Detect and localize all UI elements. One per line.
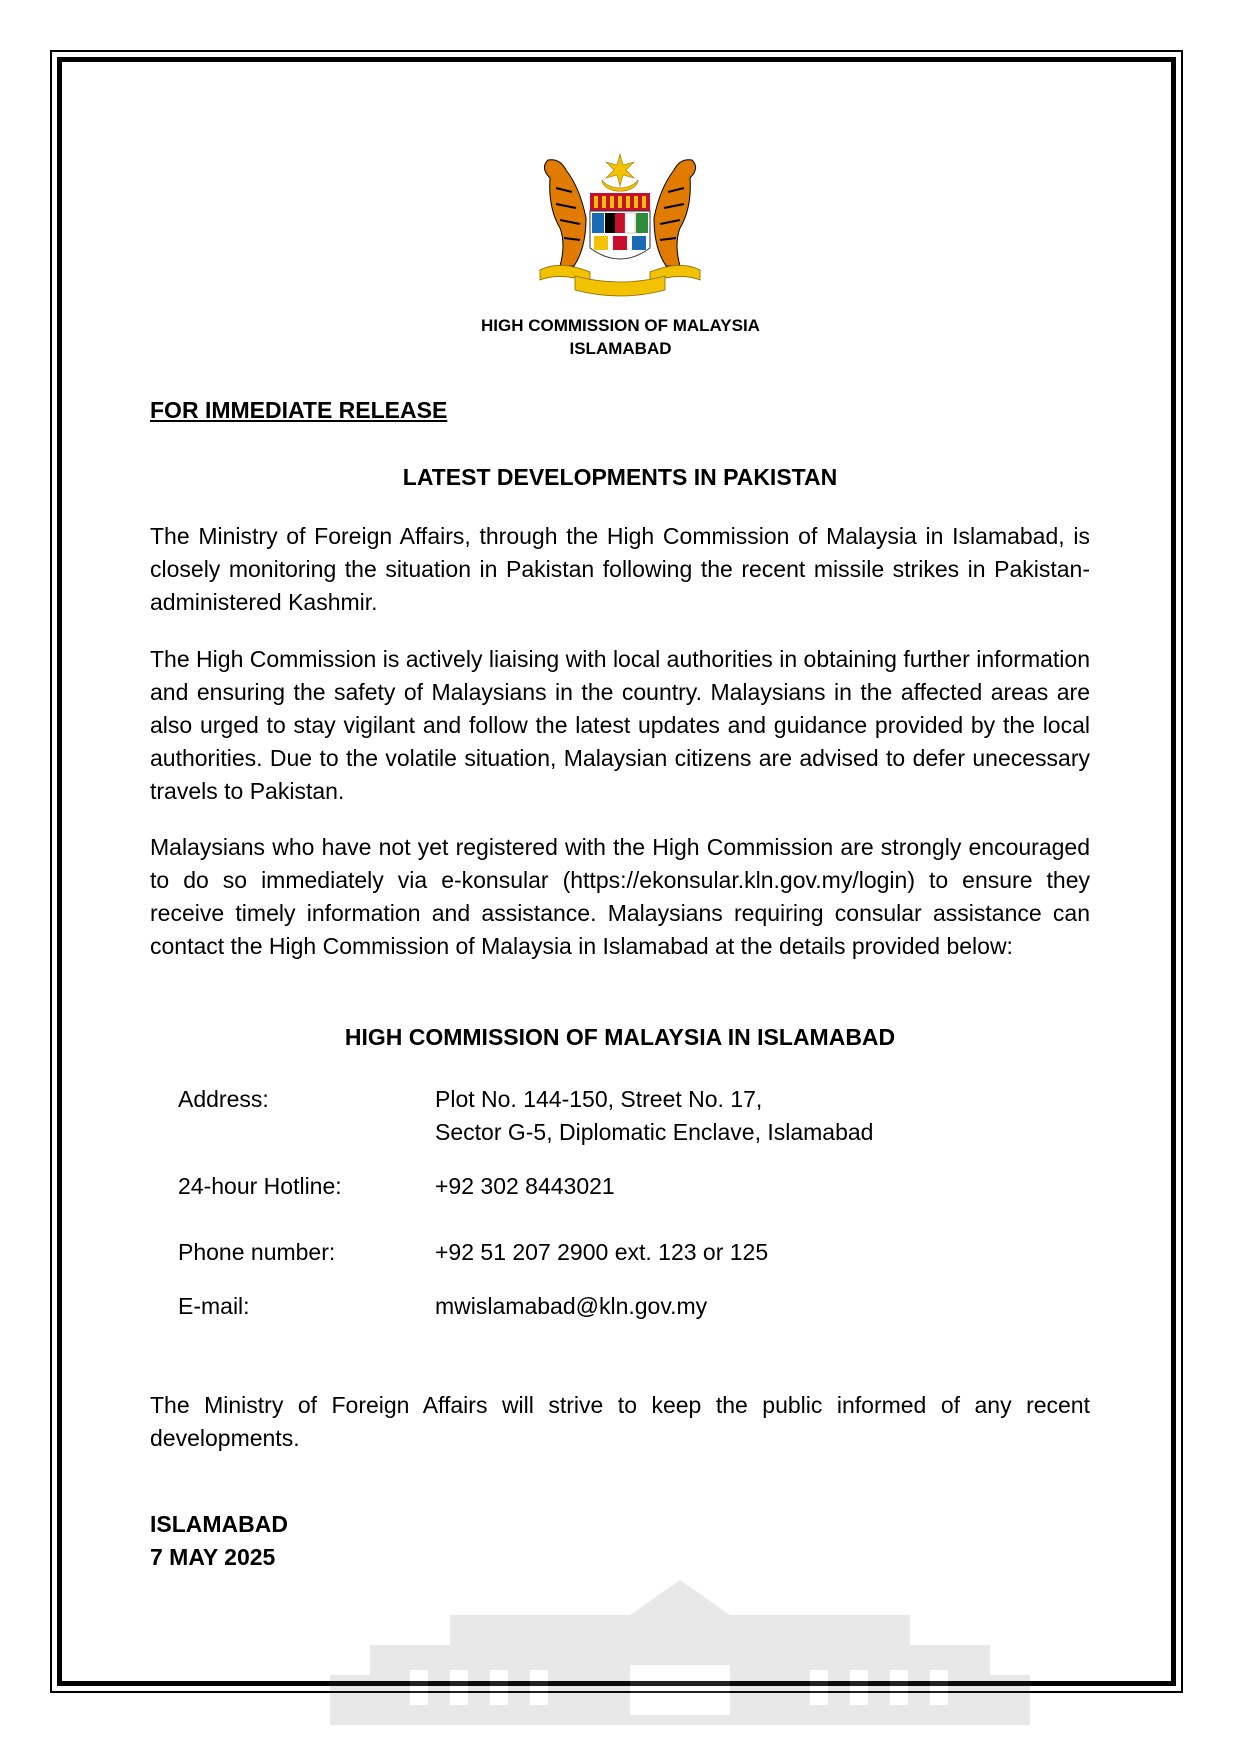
email-label: E-mail: — [178, 1293, 250, 1319]
email-value: mwislamabad@kln.gov.my — [435, 1293, 708, 1319]
malaysia-coat-of-arms-icon — [520, 148, 720, 303]
letterhead-org-city: ISLAMABAD — [569, 339, 672, 358]
hotline-label: 24-hour Hotline: — [178, 1173, 342, 1199]
address-label: Address: — [178, 1086, 269, 1112]
contact-heading: HIGH COMMISSION OF MALAYSIA IN ISLAMABAD — [344, 1024, 896, 1050]
paragraph-1: The Ministry of Foreign Affairs, through the High Commission of Malaysia in Islamabad, is closely monitoring the situation in Pakistan following the recent missile strikes in Pakistan-administered Kashmir. — [150, 523, 1090, 615]
paragraph-3: Malaysians who have not yet registered with the High Commission are strongly encouraged to do so immediately via e-konsular (https://ekonsular.kln.gov.my/login) to ensure they receive timely information and assistance. Malaysians requiring consular assistance can contact the High Commission of Malaysia in Islamabad at the details provided below: — [150, 834, 1090, 959]
headline: LATEST DEVELOPMENTS IN PAKISTAN — [402, 464, 838, 490]
phone-label: Phone number: — [178, 1239, 336, 1265]
phone-value: +92 51 207 2900 ext. 123 or 125 — [435, 1239, 769, 1265]
address-line-2: Sector G-5, Diplomatic Enclave, Islamabad — [435, 1119, 874, 1145]
signoff-date: 7 MAY 2025 — [150, 1544, 276, 1570]
paragraph-2: The High Commission is actively liaising with local authorities in obtaining further information and ensuring the safety of Malaysians in the country. Malaysians in the affected areas are also urged to stay vigilant and follow the latest updates and guidance provided by the local authorities. Due to the volatile situation, Malaysian citizens are advised to defer unecessary travels to Pakistan. — [150, 646, 1090, 804]
letterhead-org-name: HIGH COMMISSION OF MALAYSIA — [481, 316, 760, 335]
hotline-value: +92 302 8443021 — [435, 1173, 615, 1199]
signoff-place: ISLAMABAD — [150, 1511, 288, 1537]
building-watermark-icon — [330, 1575, 1030, 1725]
address-line-1: Plot No. 144-150, Street No. 17, — [435, 1086, 763, 1112]
release-label: FOR IMMEDIATE RELEASE — [150, 397, 448, 423]
closing-paragraph: The Ministry of Foreign Affairs will strive to keep the public informed of any recent developments. — [150, 1392, 1090, 1451]
